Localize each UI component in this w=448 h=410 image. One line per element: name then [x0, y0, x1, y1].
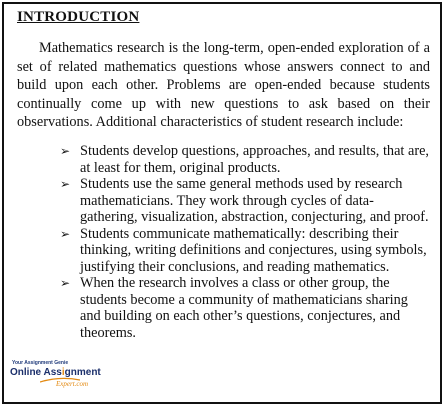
characteristics-list [60, 143, 430, 341]
list-item-text: When the research involves a class or other group, the students become a community of mathematicians sharing and building on each other’s questions, conjectures, and theorems. [80, 275, 408, 341]
arrow-bullet-icon: ➢ [60, 276, 71, 290]
watermark-logo [8, 360, 101, 394]
arrow-bullet-icon: ➢ [60, 144, 71, 158]
list-item [60, 275, 430, 341]
section-heading: INTRODUCTION [17, 9, 140, 25]
logo-wordmark-part: Online Ass [10, 367, 62, 378]
logo-wordmark-part: gnment [64, 367, 101, 378]
logo-tagline: Your Assignment Genie [12, 360, 69, 366]
arrow-bullet-icon: ➢ [60, 177, 71, 191]
logo-wordmark-accent: i [61, 367, 65, 378]
list-item [60, 226, 430, 276]
list-item-text: Students communicate mathematically: describing their thinking, writing definitions and conjectures, using symbols, justifying their conclusions, and reading mathematics. [80, 225, 427, 275]
list-item-text: Students develop questions, approaches, and results, that are, at least for them, original products. [80, 143, 429, 176]
intro-paragraph [17, 39, 430, 132]
list-item [60, 143, 430, 176]
intro-text: Mathematics research is the long-term, open-ended exploration of a set of related mathematics questions whose answers connect to and build upon each other. Problems are open-ended because students continually come up with new questions to ask based on their observations. Additional characteristics of student research include: [17, 40, 430, 130]
list-item-text: Students use the same general methods used by research mathematicians. They work through cycles of data-gathering, visualization, abstraction, conjecturing, and proof. [80, 176, 429, 225]
list-item [60, 176, 430, 226]
arrow-bullet-icon: ➢ [60, 226, 71, 241]
logo-domain: Expert.com [56, 380, 89, 388]
